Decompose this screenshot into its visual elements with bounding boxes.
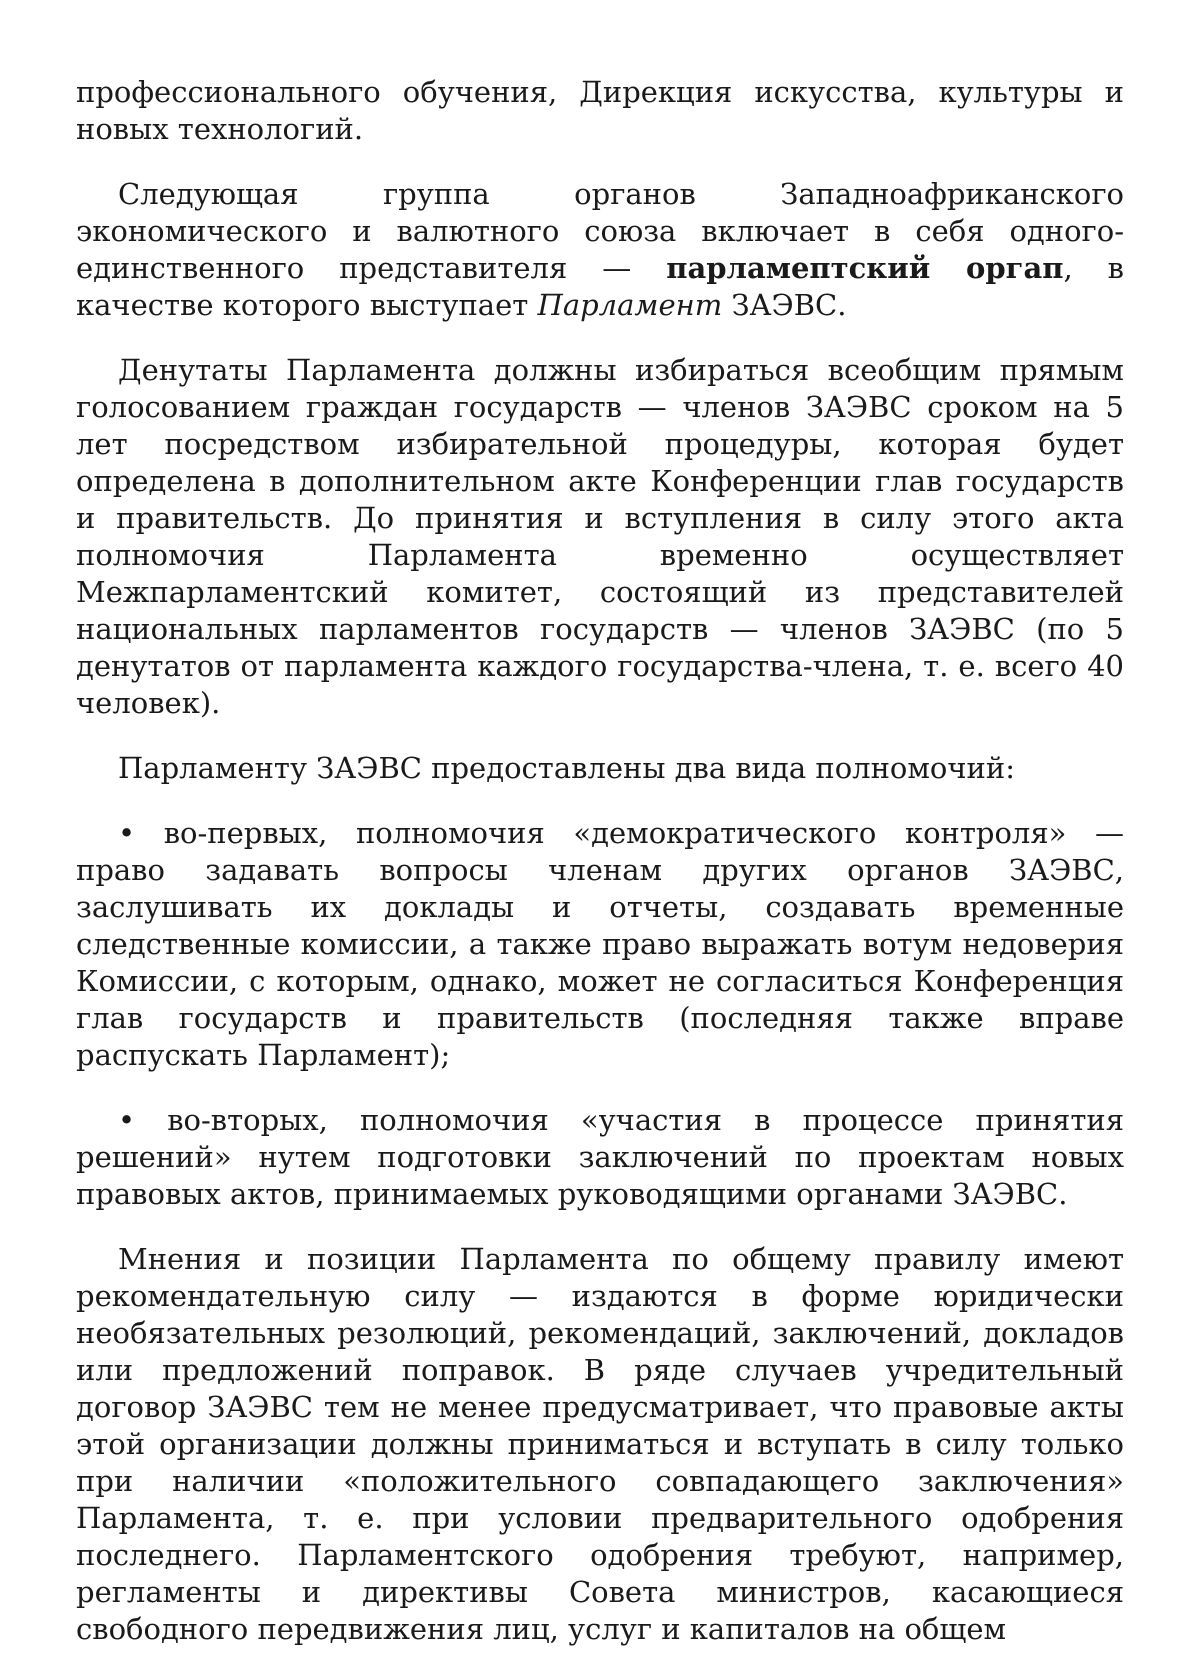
bold-term: парламептский оргап <box>666 251 1064 285</box>
text-span: , в качестве которого выступает <box>76 251 1125 322</box>
bullet-item-second: • во-вторых, полномочия «участия в процессе принятия решений» нутем подготовки заключений по проектам новых правовых актов, принимаемых руководящими органами ЗАЭВС. <box>76 1103 1124 1211</box>
bullet-item-first: • во-первых, полномочия «демократического контроля» — право задавать вопросы членам других органов ЗАЭВС, заслушивать их доклады и отчеты, создавать временные следственные комиссии, а также право выражать вотум недоверия Комиссии, с которым, однако, может не согласиться Конференция глав государств и правительств (последняя также вправе распускать Парламент); <box>76 816 1124 1072</box>
text-span: Следующая группа органов Западноафриканского экономического и валютного союза включает в себя одного-единственного представителя — <box>76 177 1124 285</box>
document-page <box>76 74 1124 1676</box>
text-span: ЗАЭВС. <box>722 288 847 322</box>
paragraph-powers-intro: Парламенту ЗАЭВС предоставлены два вида полномочий: <box>118 751 1015 785</box>
paragraph-deputies: Денутаты Парламента должны избираться всеобщим прямым голосованием граждан государств — членов ЗАЭВС сроком на 5 лет посредством избирательной процедуры, которая будет определена в дополнительном акте Конференции глав государств и правительств. До принятия и вступления в силу этого акта полномочия Парламента временно осуществляет Межпарламентский комитет, состоящий из представителей национальных парламентов государств — членов ЗАЭВС (по 5 денутатов от парламента каждого государства-члена, т. е. всего 40 человек). <box>76 353 1124 720</box>
paragraph-continuation: профессионального обучения, Дирекция искусства, культуры и новых технологий. <box>76 75 1124 146</box>
italic-term: Парламент <box>537 288 723 322</box>
paragraph-parliament-organ <box>76 176 1124 324</box>
paragraph-opinions: Мнения и позиции Парламента по общему правилу имеют рекомендательную силу — издаются в форме юридически необязательных резолюций, рекомендаций, заключений, докладов или предложений поправок. В ряде случаев учредительный договор ЗАЭВС тем не менее предусматривает, что правовые акты этой организации должны приниматься и вступать в силу только при наличии «положительного совпадающего заключения» Парламента, т. е. при условии предварительного одобрения последнего. Парламентского одобрения требуют, например, регламенты и директивы Совета министров, касающиеся свободного передвижения лиц, услуг и капиталов на общем <box>76 1242 1124 1646</box>
